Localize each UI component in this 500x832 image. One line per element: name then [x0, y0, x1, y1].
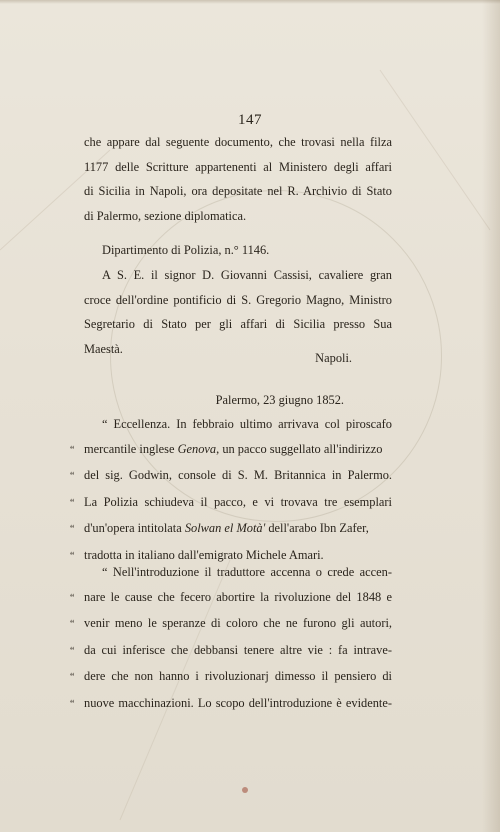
- letter-line: “ da cui inferisce che debbansi tenere altre vie : fa intrave-: [84, 638, 392, 665]
- ink-spot: [242, 787, 248, 793]
- letter-line: “ d'un'opera intitolata Solwan el Motà' dell'arabo Ibn Zafer,: [84, 516, 392, 543]
- place-line: [84, 346, 392, 371]
- page-number: 147: [238, 112, 262, 128]
- address-line: A S. E. il signor D. Giovanni Cassisi, cavaliere gran: [102, 268, 392, 282]
- quote-mark: “: [70, 645, 75, 657]
- quote-mark: “: [70, 698, 75, 710]
- letter-line: “ Eccellenza. In febbraio ultimo arrivava col piroscafo: [102, 417, 392, 431]
- quote-mark: “: [70, 550, 75, 562]
- quote-mark: “: [70, 619, 75, 631]
- intro-line: 1177 delle Scritture appartenenti al Ministero degli affari: [84, 159, 392, 174]
- ship-name: Genova: [177, 441, 217, 456]
- letter-paragraph-1: [70, 412, 392, 570]
- quote-mark: “: [70, 444, 75, 456]
- letter-line: “ mercantile inglese Genova, un pacco suggellato all'indirizzo: [84, 437, 392, 464]
- address-line: Segretario di Stato per gli affari di Sicilia presso Sua: [84, 317, 392, 332]
- document-heading-block: [84, 238, 392, 263]
- letter-line: “ La Polizia schiudeva il pacco, e vi trovava tre esemplari: [84, 490, 392, 517]
- intro-paragraph: [84, 130, 392, 228]
- address-line: Maestà.: [84, 341, 123, 356]
- letter-paragraph-2: [70, 560, 392, 718]
- intro-line: di Palermo, sezione diplomatica.: [84, 208, 247, 223]
- date: Palermo, 23 giugno 1852.: [215, 393, 344, 407]
- address-line: croce dell'ordine pontificio di S. Gregorio Magno, Ministro: [84, 292, 392, 307]
- intro-line: che appare dal seguente documento, che trovasi nella filza: [84, 135, 392, 149]
- quote-mark: “: [70, 592, 75, 604]
- quote-mark: “: [70, 672, 75, 684]
- quote-mark: “: [70, 471, 75, 483]
- letter-line: “ dere che non hanno i rivoluzionarj dimesso il pensiero di: [84, 664, 392, 691]
- letter-line: “ del sig. Godwin, console di S. M. Britannica in Palermo.: [84, 463, 392, 490]
- intro-line: di Sicilia in Napoli, ora depositate nel R. Archivio di Stato: [84, 184, 392, 199]
- letter-line: “ tradotta in italiano dall'emigrato Michele Amari.: [84, 543, 392, 570]
- place: Napoli.: [315, 351, 352, 365]
- quote-mark: “: [70, 524, 75, 536]
- letter-line: “ venir meno le speranze di coloro che ne furono gli autori,: [84, 611, 392, 638]
- quote-mark: “: [70, 497, 75, 509]
- document-heading: Dipartimento di Polizia, n.° 1146.: [102, 243, 270, 257]
- date-line: [84, 388, 392, 413]
- letter-line: “ nare le cause che fecero abortire la rivoluzione del 1848 e: [84, 585, 392, 612]
- letter-line: “ nuove macchinazioni. Lo scopo dell'introduzione è evidente-: [84, 691, 392, 718]
- book-title: Solwan el Motà': [184, 521, 266, 536]
- letter-line: “ Nell'introduzione il traduttore accenna o crede accen-: [102, 565, 392, 579]
